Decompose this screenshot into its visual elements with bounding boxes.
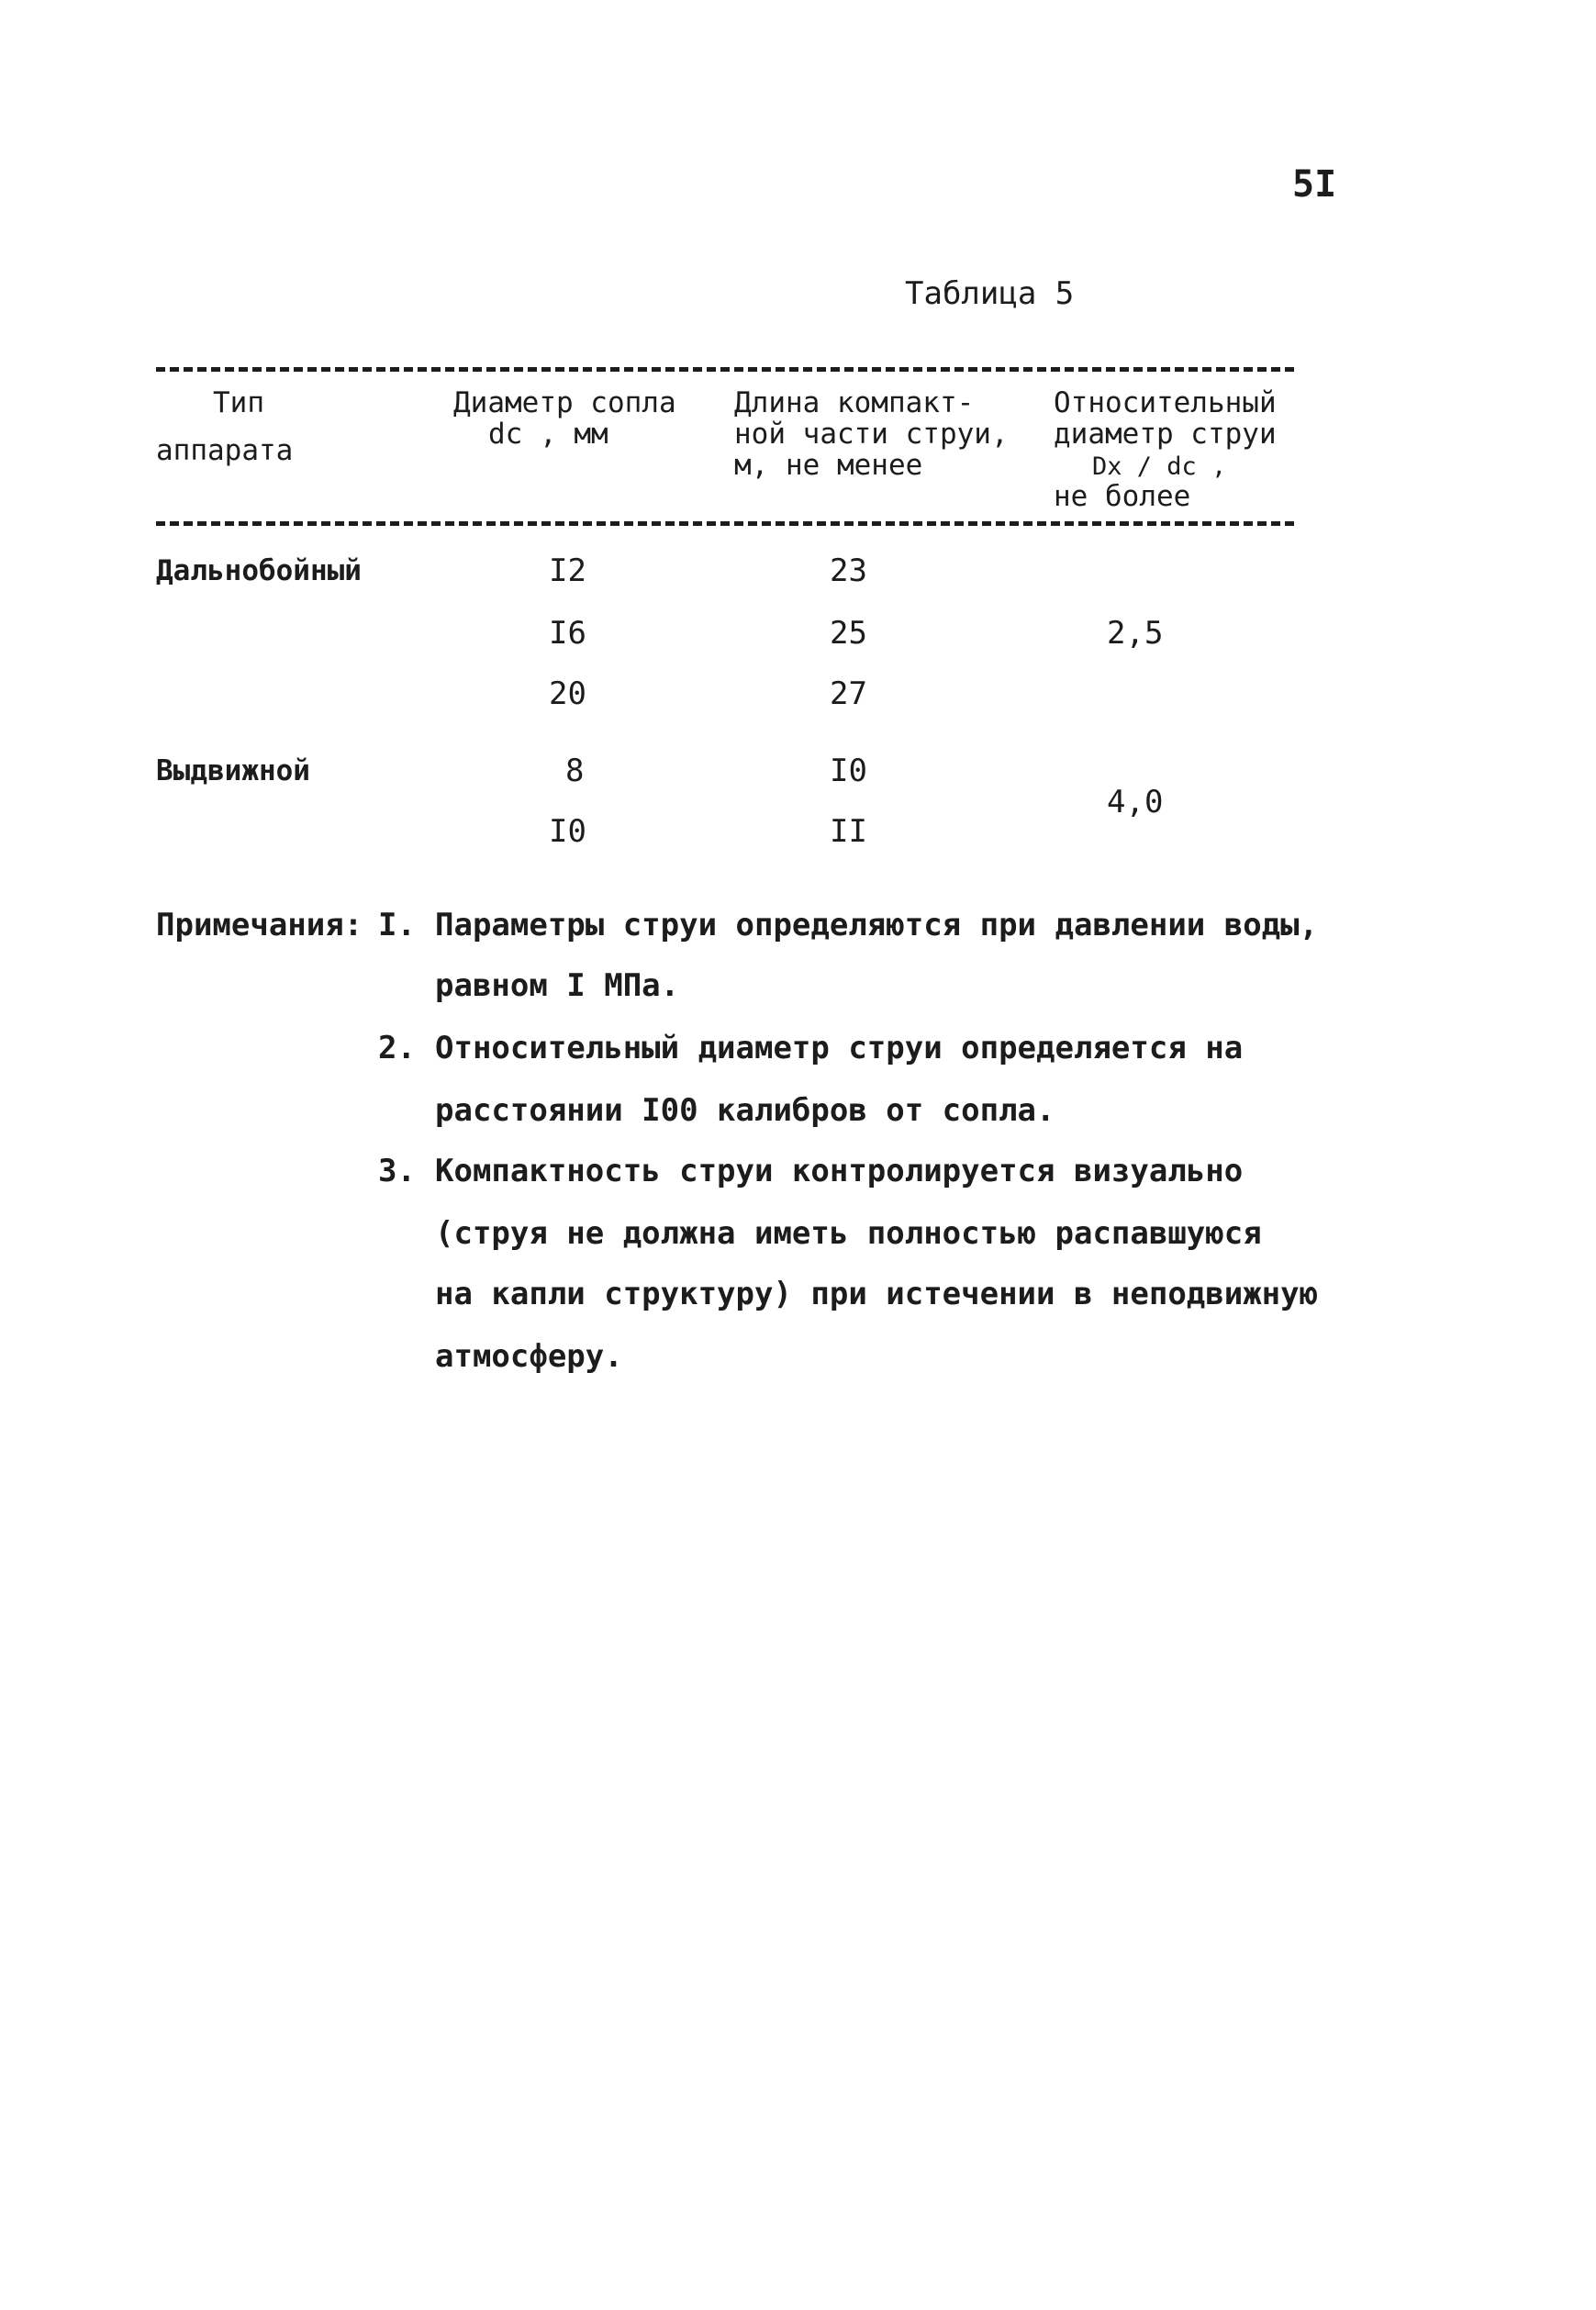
note-line: расстоянии I00 калибров от сопла. bbox=[435, 1092, 1055, 1129]
table-cell-diameter: I6 bbox=[549, 615, 586, 652]
table-cell-length: 23 bbox=[830, 552, 867, 589]
note-line: Относительный диаметр струи определяется на bbox=[435, 1030, 1244, 1066]
table-cell-diameter: I0 bbox=[549, 813, 586, 850]
header-diameter-line-1: Диаметр сопла bbox=[453, 386, 676, 419]
note-line: Компактность струи контролируется визуально bbox=[435, 1153, 1244, 1189]
header-type-line-1: Тип bbox=[213, 386, 264, 419]
header-type-line-2: аппарата bbox=[156, 434, 294, 467]
table-cell-length: 27 bbox=[830, 675, 867, 712]
header-diameter-line-2: dc , мм bbox=[488, 418, 608, 451]
header-relative-line-4: не более bbox=[1054, 480, 1191, 513]
table-cell-type: Выдвижной bbox=[156, 754, 310, 787]
table-cell-type: Дальнобойный bbox=[156, 554, 362, 587]
table-cell-length: II bbox=[830, 813, 867, 850]
table-cell-diameter: 20 bbox=[549, 675, 586, 712]
note-number: 2. bbox=[378, 1030, 416, 1066]
page-number: 5I bbox=[1292, 163, 1337, 206]
table-cell-length: 25 bbox=[830, 615, 867, 652]
note-number: 3. bbox=[378, 1153, 416, 1189]
header-relative-line-2: диаметр струи bbox=[1054, 418, 1277, 451]
table-cell-diameter: I2 bbox=[549, 552, 586, 589]
table-cell-relative-diameter: 2,5 bbox=[1107, 615, 1164, 652]
header-length-line-1: Длина компакт- bbox=[734, 386, 975, 419]
notes-label: Примечания: bbox=[156, 907, 363, 943]
note-line: атмосферу. bbox=[435, 1338, 623, 1375]
note-number: I. bbox=[378, 907, 416, 943]
header-length-line-3: м, не менее bbox=[734, 449, 923, 482]
table-top-rule bbox=[156, 367, 1294, 372]
note-line: на капли структуру) при истечении в неподвижную bbox=[435, 1276, 1319, 1312]
header-relative-line-3: Dх / dс , bbox=[1092, 452, 1227, 481]
header-relative-line-1: Относительный bbox=[1054, 386, 1277, 419]
table-cell-relative-diameter: 4,0 bbox=[1107, 784, 1164, 820]
header-length-line-2: ной части струи, bbox=[734, 418, 1009, 451]
note-line: равном I МПа. bbox=[435, 967, 680, 1004]
note-line: Параметры струи определяются при давлении воды, bbox=[435, 907, 1319, 943]
table-cell-length: I0 bbox=[830, 753, 867, 789]
table-title: Таблица 5 bbox=[905, 275, 1075, 312]
note-line: (струя не должна иметь полностью распавшуюся bbox=[435, 1215, 1262, 1252]
table-header-rule bbox=[156, 521, 1294, 526]
table-cell-diameter: 8 bbox=[565, 753, 585, 789]
